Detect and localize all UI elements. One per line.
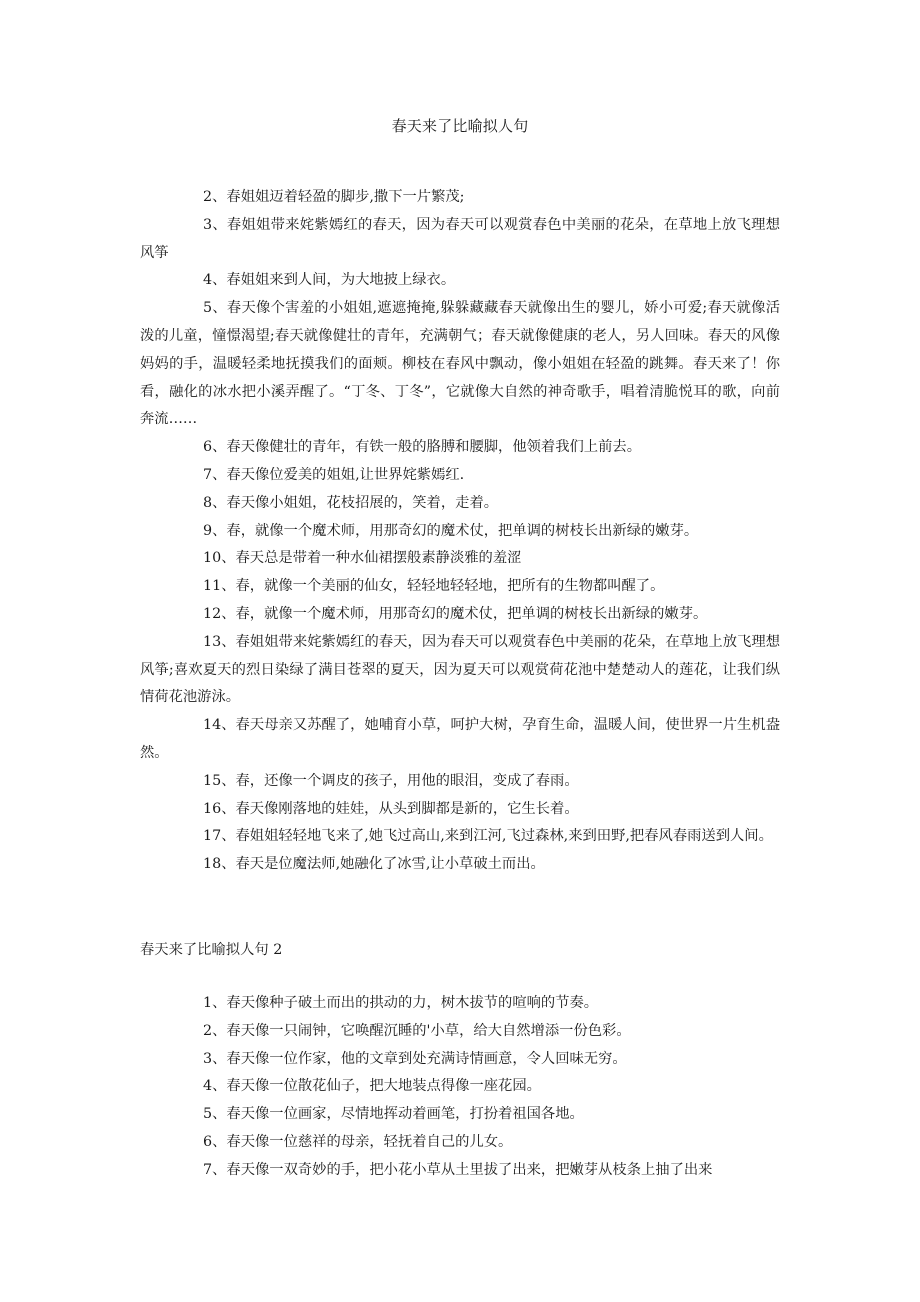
paragraph: 2、春姐姐迈着轻盈的脚步,撒下一片繁茂;	[203, 189, 465, 205]
paragraph: 4、春天像一位散花仙子，把大地装点得像一座花园。	[203, 1078, 541, 1095]
paragraph: 7、春天像位爱美的姐姐,让世界姹紫嫣红.	[203, 466, 465, 483]
section-2-body	[140, 990, 780, 1185]
paragraph: 4、春姐姐来到人间，为大地披上绿衣。	[203, 272, 456, 289]
paragraph: 11、春，就像一个美丽的仙女，轻轻地轻轻地，把所有的生物都叫醒了。	[203, 578, 665, 595]
paragraph: 17、春姐姐轻轻地飞来了,她飞过高山,来到江河,飞过森林,来到田野,把春风春雨送到人间。	[203, 828, 773, 845]
paragraph: 8、春天像小姐姐，花枝招展的，笑着，走着。	[203, 494, 499, 511]
paragraph: 18、春天是位魔法师,她融化了冰雪,让小草破土而出。	[203, 856, 545, 873]
paragraph: 13、春姐姐带来姹紫嫣红的春天，因为春天可以观赏春色中美丽的花朵，在草地上放飞理想风筝;喜欢夏天的烈日染绿了满目苍翠的夏天，因为夏天可以观赏荷花池中楚楚动人的莲花，让我们纵情荷花池游泳。	[140, 633, 780, 706]
paragraph: 7、春天像一双奇妙的手，把小花小草从土里拔了出来，把嫩芽从枝条上抽了出来	[203, 1161, 713, 1178]
section-2-title: 春天来了比喻拟人句 2	[140, 942, 283, 958]
paragraph: 16、春天像刚落地的娃娃，从头到脚都是新的，它生长着。	[203, 800, 579, 817]
document-title: 春天来了比喻拟人句	[391, 117, 529, 135]
paragraph: 5、春天像个害羞的小姐姐,遮遮掩掩,躲躲藏藏春天就像出生的婴儿，娇小可爱;春天就像活泼的儿童，憧憬渴望;春天就像健壮的青年，充满朝气；春天就像健康的老人，另人回味。春天的风像妈妈的手，温暖轻柔地抚摸我们的面颊。柳枝在春风中飘动，像小姐姐在轻盈的跳舞。春天来了！你看，融化的冰水把小溪弄醒了。“丁冬、丁冬”，它就像大自然的神奇歌手，唱着清脆悦耳的歌，向前奔流……	[140, 300, 780, 428]
paragraph: 3、春姐姐带来姹紫嫣红的春天，因为春天可以观赏春色中美丽的花朵，在草地上放飞理想风筝	[140, 216, 780, 261]
paragraph: 2、春天像一只闹钟，它唤醒沉睡的'小草，给大自然增添一份色彩。	[203, 1022, 631, 1039]
paragraph: 1、春天像种子破土而出的拱动的力，树木拔节的喧响的节奏。	[203, 995, 599, 1011]
paragraph: 5、春天像一位画家，尽情地挥动着画笔，打扮着祖国各地。	[203, 1106, 584, 1123]
paragraph: 14、春天母亲又苏醒了，她哺育小草，呵护大树，孕育生命，温暖人间，使世界一片生机盎然。	[140, 717, 780, 761]
paragraph: 9、春，就像一个魔术师，用那奇幻的魔术仗，把单调的树枝长出新绿的嫩芽。	[203, 522, 699, 539]
paragraph: 6、春天像一位慈祥的母亲，轻抚着自己的儿女。	[203, 1133, 513, 1150]
paragraph: 12、春，就像一个魔术师，用那奇幻的魔术仗，把单调的树枝长出新绿的嫩芽。	[203, 605, 708, 622]
section-1-body	[140, 184, 780, 879]
paragraph: 3、春天像一位作家，他的文章到处充满诗情画意，令人回味无穷。	[203, 1050, 627, 1067]
paragraph: 10、春天总是带着一种水仙裙摆般素静淡雅的羞涩	[203, 550, 522, 567]
paragraph: 15、春，还像一个调皮的孩子，用他的眼泪，变成了春雨。	[203, 772, 579, 789]
paragraph: 6、春天像健壮的青年，有铁一般的胳膊和腰脚，他领着我们上前去。	[203, 439, 641, 456]
